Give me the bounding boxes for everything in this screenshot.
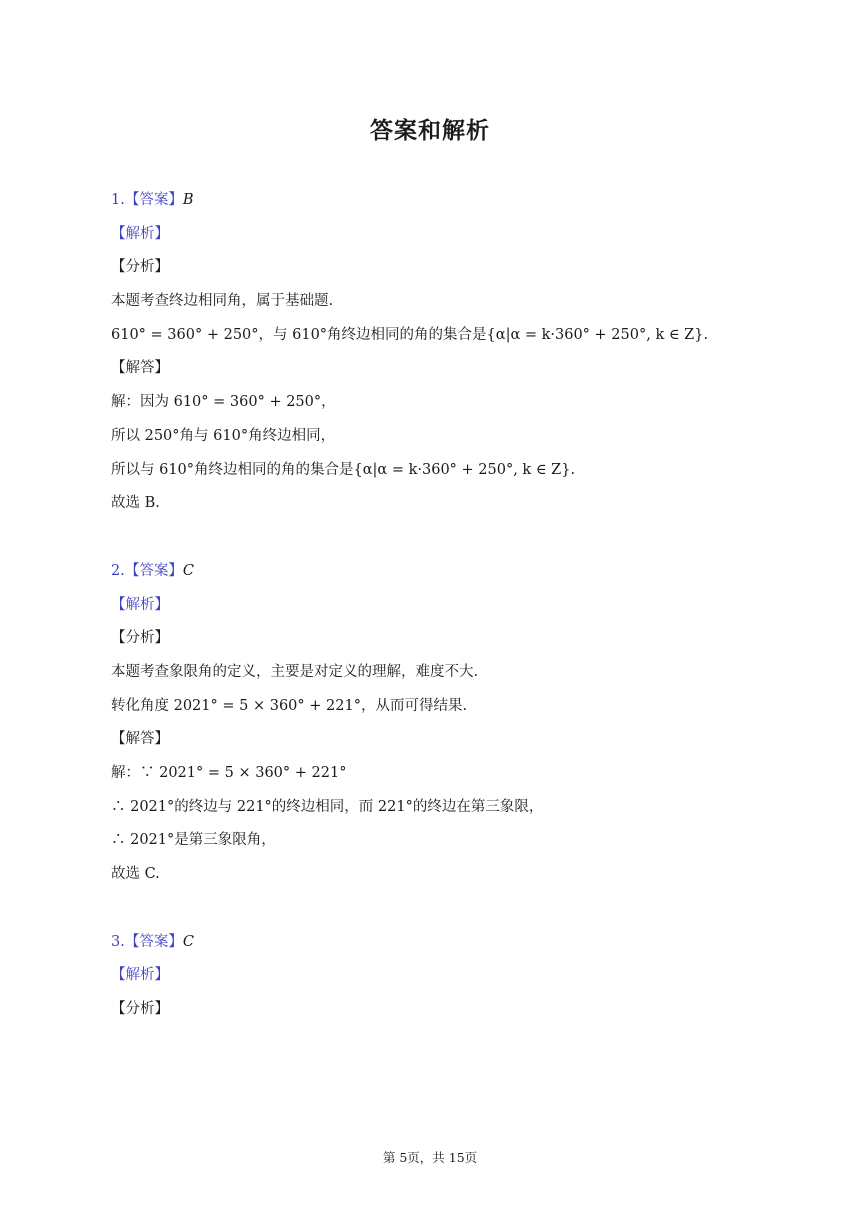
q1-answer-label: 1.【答案】	[111, 192, 183, 208]
q3-fenxi-heading: 【分析】	[111, 1001, 169, 1018]
page-title: 答案和解析	[370, 118, 490, 144]
q1-jieda-heading: 【解答】	[111, 360, 169, 377]
q2-jieda-heading: 【解答】	[111, 731, 169, 748]
q2-analysis-line: 转化角度 2021° = 5 × 360° + 221°，从而可得结果.	[111, 697, 468, 714]
q3-answer-line	[111, 928, 751, 962]
q1-fenxi-heading: 【分析】	[111, 259, 169, 276]
q1-jiexi-heading: 【解析】	[111, 225, 169, 242]
q2-answer-label: 2.【答案】	[111, 562, 183, 579]
section-gap	[111, 523, 751, 557]
q1-analysis-line: 本题考查终边相同角，属于基础题.	[111, 293, 334, 310]
q3-answer-value: C	[182, 933, 194, 950]
q1-solution-line: 所以 250°角与 610°角终边相同，	[111, 427, 336, 444]
answer-content	[111, 186, 751, 1029]
q1-solution-line: 所以与 610°角终边相同的角的集合是{α|α = k·360° + 250°, k ∈ Z}.	[111, 461, 576, 478]
q1-solution-line: 故选 B.	[111, 495, 160, 512]
q2-solution-line: ∴ 2021°的终边与 221°的终边相同，而 221°的终边在第三象限，	[111, 798, 544, 815]
q2-answer-line	[111, 557, 751, 591]
q2-solution-line: 故选 C.	[111, 866, 160, 883]
q2-analysis-line: 本题考查象限角的定义，主要是对定义的理解，难度不大.	[111, 663, 479, 680]
q1-solution-line: 解：因为 610° = 360° + 250°，	[111, 394, 336, 411]
q3-answer-label: 3.【答案】	[111, 933, 183, 950]
q1-answer-value: B	[182, 192, 194, 208]
section-gap	[111, 894, 751, 928]
q2-fenxi-heading: 【分析】	[111, 630, 169, 647]
q1-analysis-line: 610° = 360° + 250°，与 610°角终边相同的角的集合是{α|α = k·360° + 250°, k ∈ Z}.	[111, 326, 709, 343]
q2-answer-value: C	[182, 562, 194, 579]
q2-jiexi-heading: 【解析】	[111, 596, 169, 613]
q1-answer-line	[111, 186, 751, 220]
page-footer: 第 5页，共 15页	[382, 1150, 478, 1165]
q3-jiexi-heading: 【解析】	[111, 967, 169, 984]
q2-solution-line: ∴ 2021°是第三象限角，	[111, 832, 276, 849]
q2-solution-line: 解：∵ 2021° = 5 × 360° + 221°	[111, 765, 347, 781]
